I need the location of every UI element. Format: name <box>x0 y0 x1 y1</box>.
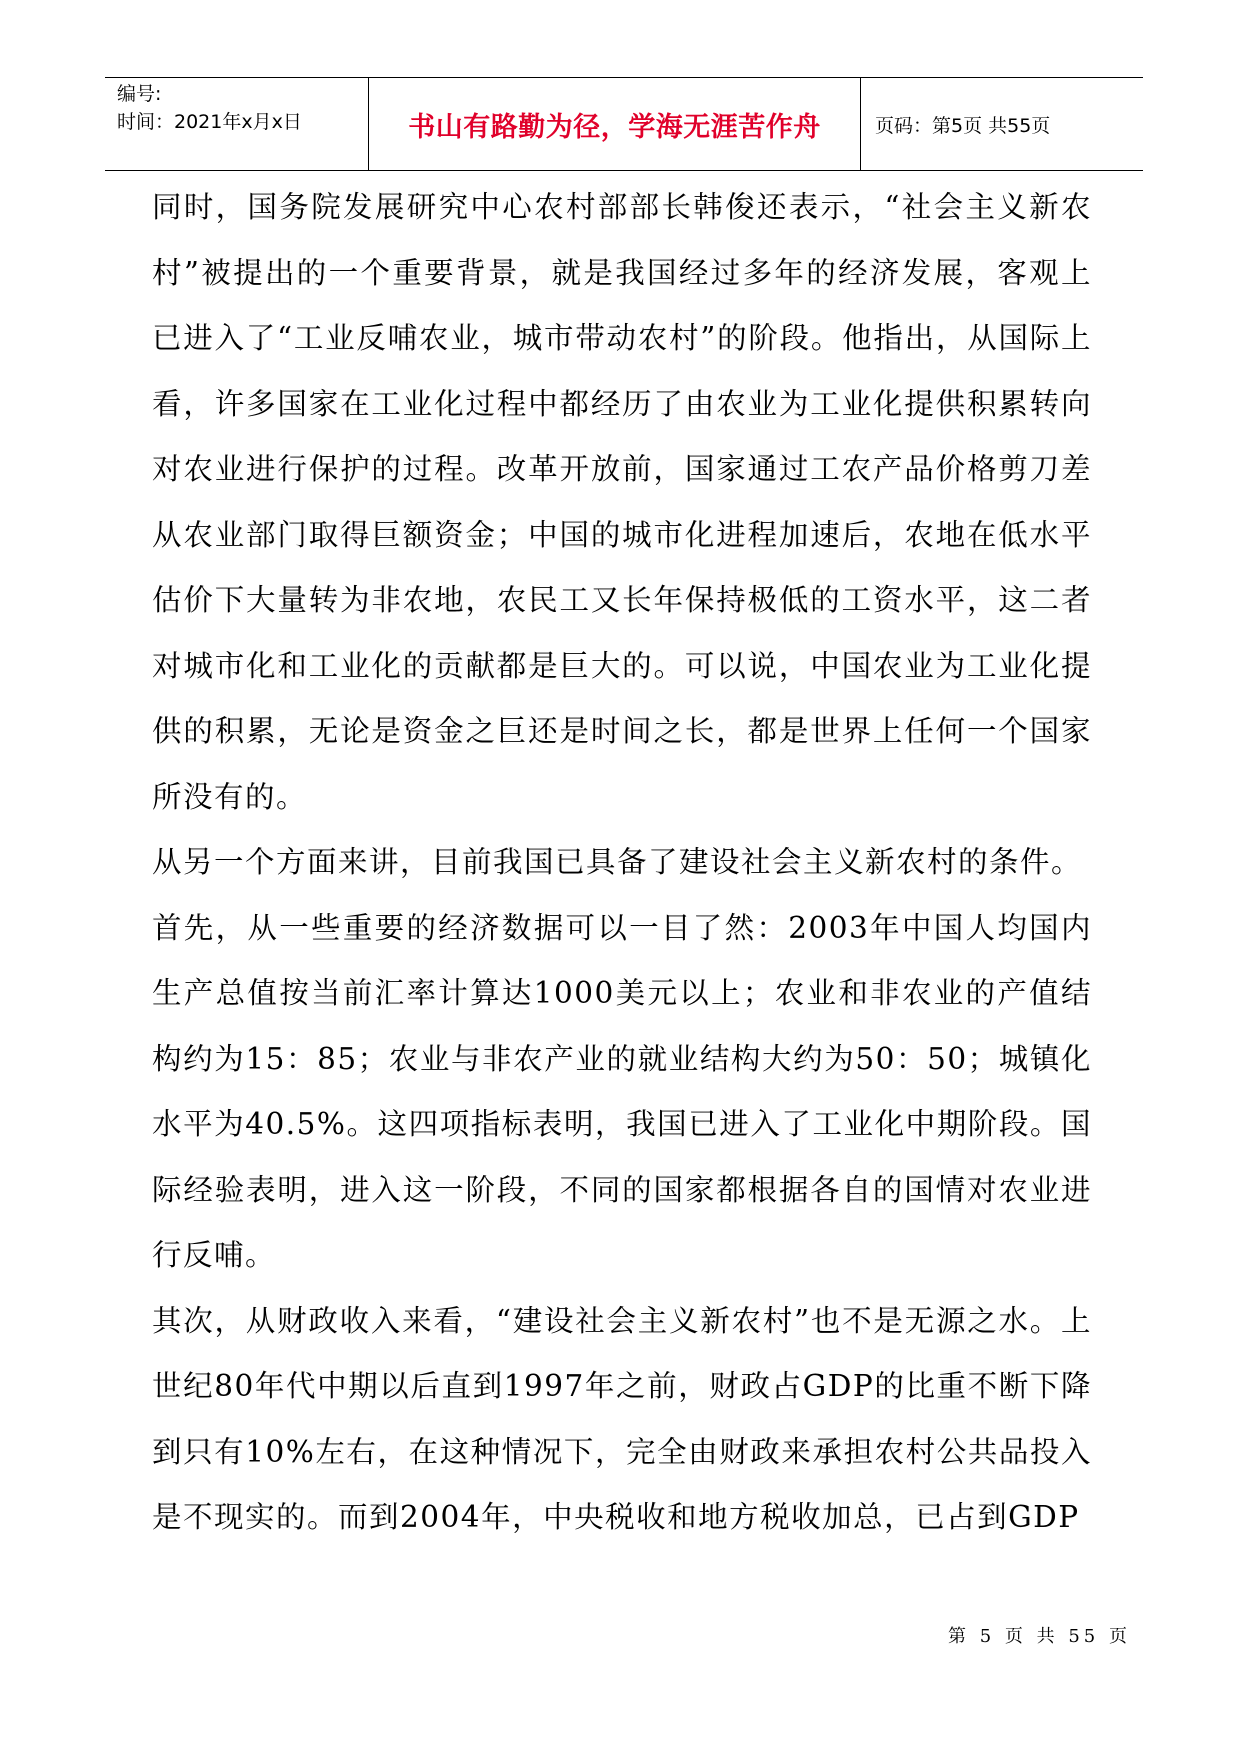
document-number-label: 编号: <box>117 83 162 105</box>
header-motto: 书山有路勤为径，学海无涯苦作舟 <box>369 78 861 170</box>
body-paragraph: 首先，从一些重要的经济数据可以一目了然：2003年中国人均国内生产总值按当前汇率计算达1000美元以上；农业和非农业的产值结构约为15：85；农业与非农产业的就业结构大约为50：50；城镇化水平为40.5%。这四项指标表明，我国已进入了工业化中期阶段。国际经验表明，进入这一阶段，不同的国家都根据各自的国情对农业进行反哺。 <box>152 910 1092 1272</box>
page-header <box>105 77 1143 171</box>
header-page-info: 页码：第5页 共55页 <box>875 114 1051 137</box>
header-meta <box>105 78 369 170</box>
body-paragraph: 同时，国务院发展研究中心农村部部长韩俊还表示，“社会主义新农村”被提出的一个重要背景，就是我国经过多年的经济发展，客观上已进入了“工业反哺农业，城市带动农村”的阶段。他指出，从国际上看，许多国家在工业化过程中都经历了由农业为工业化提供积累转向对农业进行保护的过程。改革开放前，国家通过工农产品价格剪刀差从农业部门取得巨额资金；中国的城市化进程加速后，农地在低水平估价下大量转为非农地，农民工又长年保持极低的工资水平，这二者对城市化和工业化的贡献都是巨大的。可以说，中国农业为工业化提供的积累，无论是资金之巨还是时间之长，都是世界上任何一个国家所没有的。 <box>152 190 1092 814</box>
page-footer: 第 5 页 共 55 页 <box>948 1626 1131 1647</box>
body-paragraph: 其次，从财政收入来看，“建设社会主义新农村”也不是无源之水。上世纪80年代中期以后直到1997年之前，财政占GDP的比重不断下降到只有10%左右，在这种情况下，完全由财政来承担农村公共品投入是不现实的。而到2004年，中央税收和地方税收加总，已占到GDP <box>152 1303 1092 1534</box>
document-time-label: 时间：2021年x月x日 <box>117 111 302 133</box>
document-body <box>152 175 1092 1551</box>
body-paragraph: 从另一个方面来讲，目前我国已具备了建设社会主义新农村的条件。 <box>152 845 1083 879</box>
